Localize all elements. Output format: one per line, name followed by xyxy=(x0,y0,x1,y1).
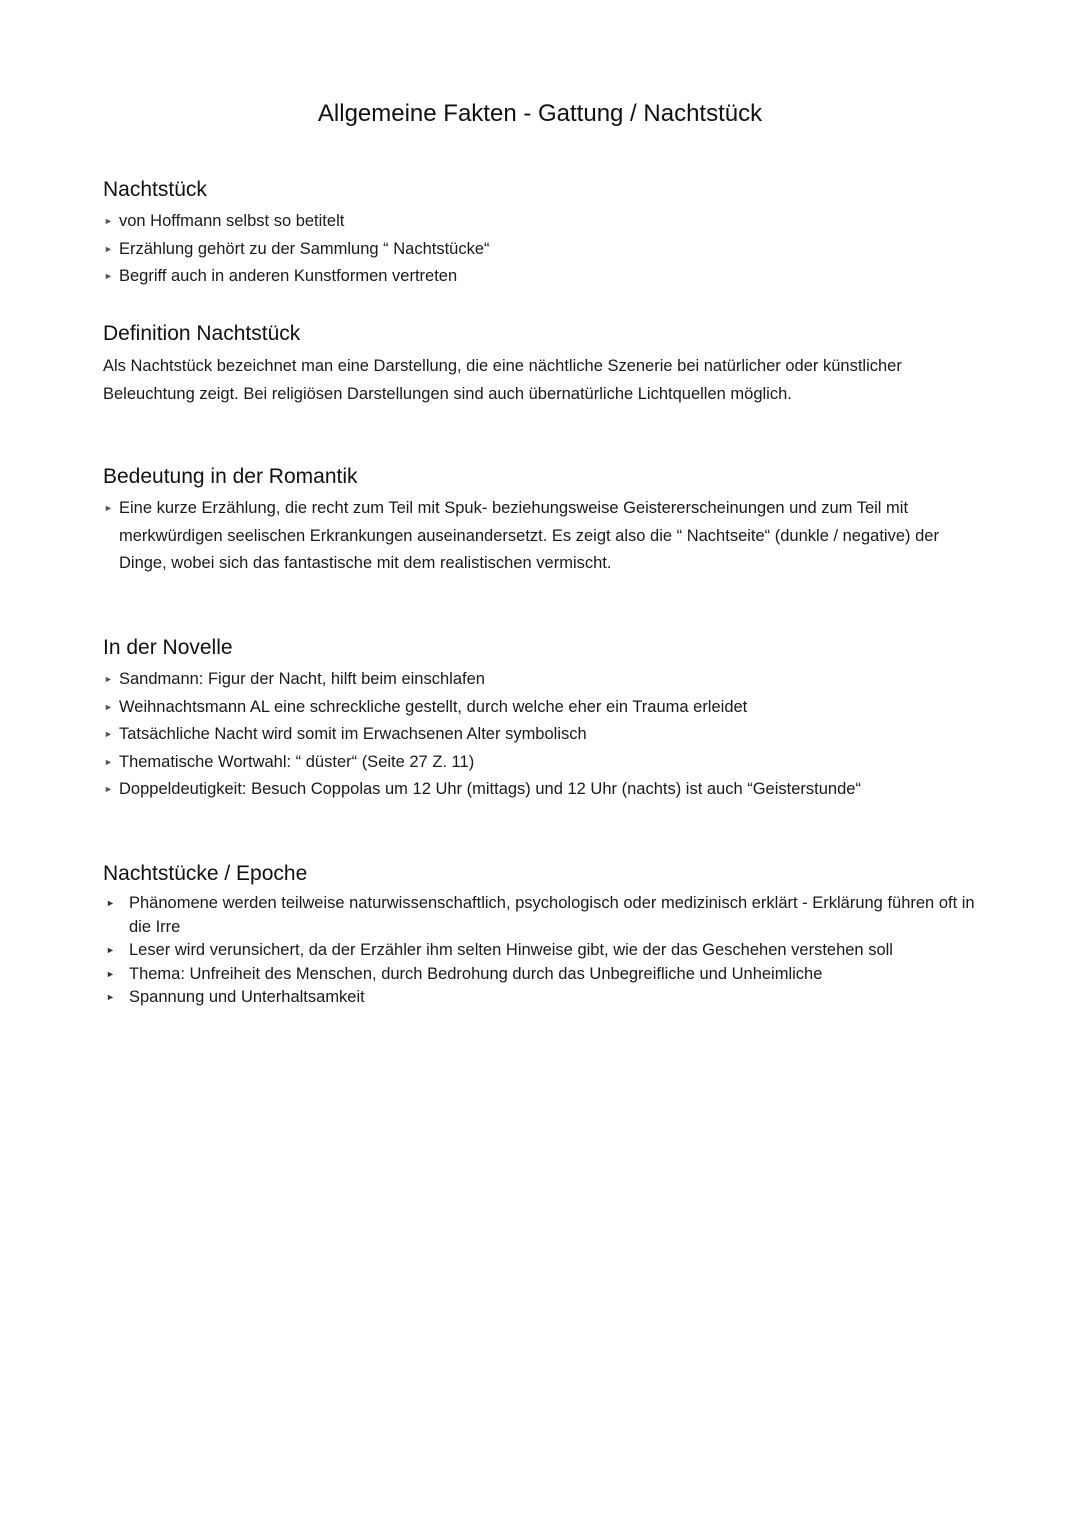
list-item: ► Weihnachtsmann AL eine schreckliche gestellt, durch welche eher ein Trauma erleidet xyxy=(103,694,983,722)
bullet-list xyxy=(103,892,983,1010)
list-item: ► Tatsächliche Nacht wird somit im Erwachsenen Alter symbolisch xyxy=(103,721,983,749)
list-item: ► Erzählung gehört zu der Sammlung “ Nachtstücke“ xyxy=(103,236,983,264)
bullet-triangle-icon: ► xyxy=(104,756,113,767)
bullet-list xyxy=(103,495,983,578)
list-item: ► Sandmann: Figur der Nacht, hilft beim einschlafen xyxy=(103,666,983,694)
bullet-triangle-icon: ► xyxy=(106,968,115,979)
bullet-triangle-icon: ► xyxy=(104,503,113,513)
bullet-triangle-icon: ► xyxy=(104,784,113,794)
bullet-triangle-icon: ► xyxy=(104,674,113,684)
list-item: ► Thema: Unfreiheit des Menschen, durch Bedrohung durch das Unbegreifliche und Unheimliche xyxy=(103,963,983,987)
bullet-triangle-icon: ► xyxy=(104,729,113,739)
list-item: ► Eine kurze Erzählung, die recht zum Teil mit Spuk- beziehungsweise Geistererscheinungen und zum Teil mit merkwürdigen seelischen Erkrankungen auseinandersetzt. Es zeigt also die “ Nachtseite“ (dunkle / negative) der Dinge, wobei sich das fantastische mit dem realistischen vermischt. xyxy=(103,495,983,578)
bullet-triangle-icon: ► xyxy=(104,271,113,281)
bullet-list xyxy=(103,666,983,804)
bullet-triangle-icon: ► xyxy=(104,243,113,254)
section-romantik xyxy=(103,463,983,578)
section-epoche xyxy=(103,860,983,1010)
bullet-triangle-icon: ► xyxy=(106,898,115,908)
bullet-triangle-icon: ► xyxy=(106,945,115,955)
list-item: ► Spannung und Unterhaltsamkeit xyxy=(103,986,983,1010)
bullet-triangle-icon: ► xyxy=(104,216,113,226)
list-item: ► Phänomene werden teilweise naturwissenschaftlich, psychologisch oder medizinisch erklärt - Erklärung führen oft in die Irre xyxy=(106,894,975,936)
definition-paragraph: Als Nachtstück bezeichnet man eine Darstellung, die eine nächtliche Szenerie bei natürlicher oder künstlicher Beleuchtung zeigt. Bei religiösen Darstellungen sind auch übernatürliche Lichtquellen möglich. xyxy=(103,357,902,403)
section-heading: Nachtstücke / Epoche xyxy=(103,862,308,885)
list-item: ► Begriff auch in anderen Kunstformen vertreten xyxy=(103,263,983,291)
bullet-triangle-icon: ► xyxy=(104,701,113,712)
section-heading: Definition Nachtstück xyxy=(103,322,301,345)
bullet-list xyxy=(103,208,983,291)
section-nachtstueck xyxy=(103,176,983,291)
page-title: Allgemeine Fakten - Gattung / Nachtstück xyxy=(317,100,763,127)
list-item: ► von Hoffmann selbst so betitelt xyxy=(103,208,983,236)
section-novelle xyxy=(103,634,983,804)
list-item: ► Leser wird verunsichert, da der Erzähler ihm selten Hinweise gibt, wie der das Geschehen verstehen soll xyxy=(103,939,983,963)
section-heading: Bedeutung in der Romantik xyxy=(103,465,358,488)
bullet-triangle-icon: ► xyxy=(106,992,115,1002)
section-heading: In der Novelle xyxy=(103,636,233,659)
section-heading: Nachtstück xyxy=(103,178,207,201)
list-item: ► Doppeldeutigkeit: Besuch Coppolas um 12 Uhr (mittags) und 12 Uhr (nachts) ist auch “Geisterstunde“ xyxy=(103,776,983,804)
section-definition xyxy=(103,320,983,408)
list-item: ► Thematische Wortwahl: “ düster“ (Seite 27 Z. 11) xyxy=(103,749,983,777)
